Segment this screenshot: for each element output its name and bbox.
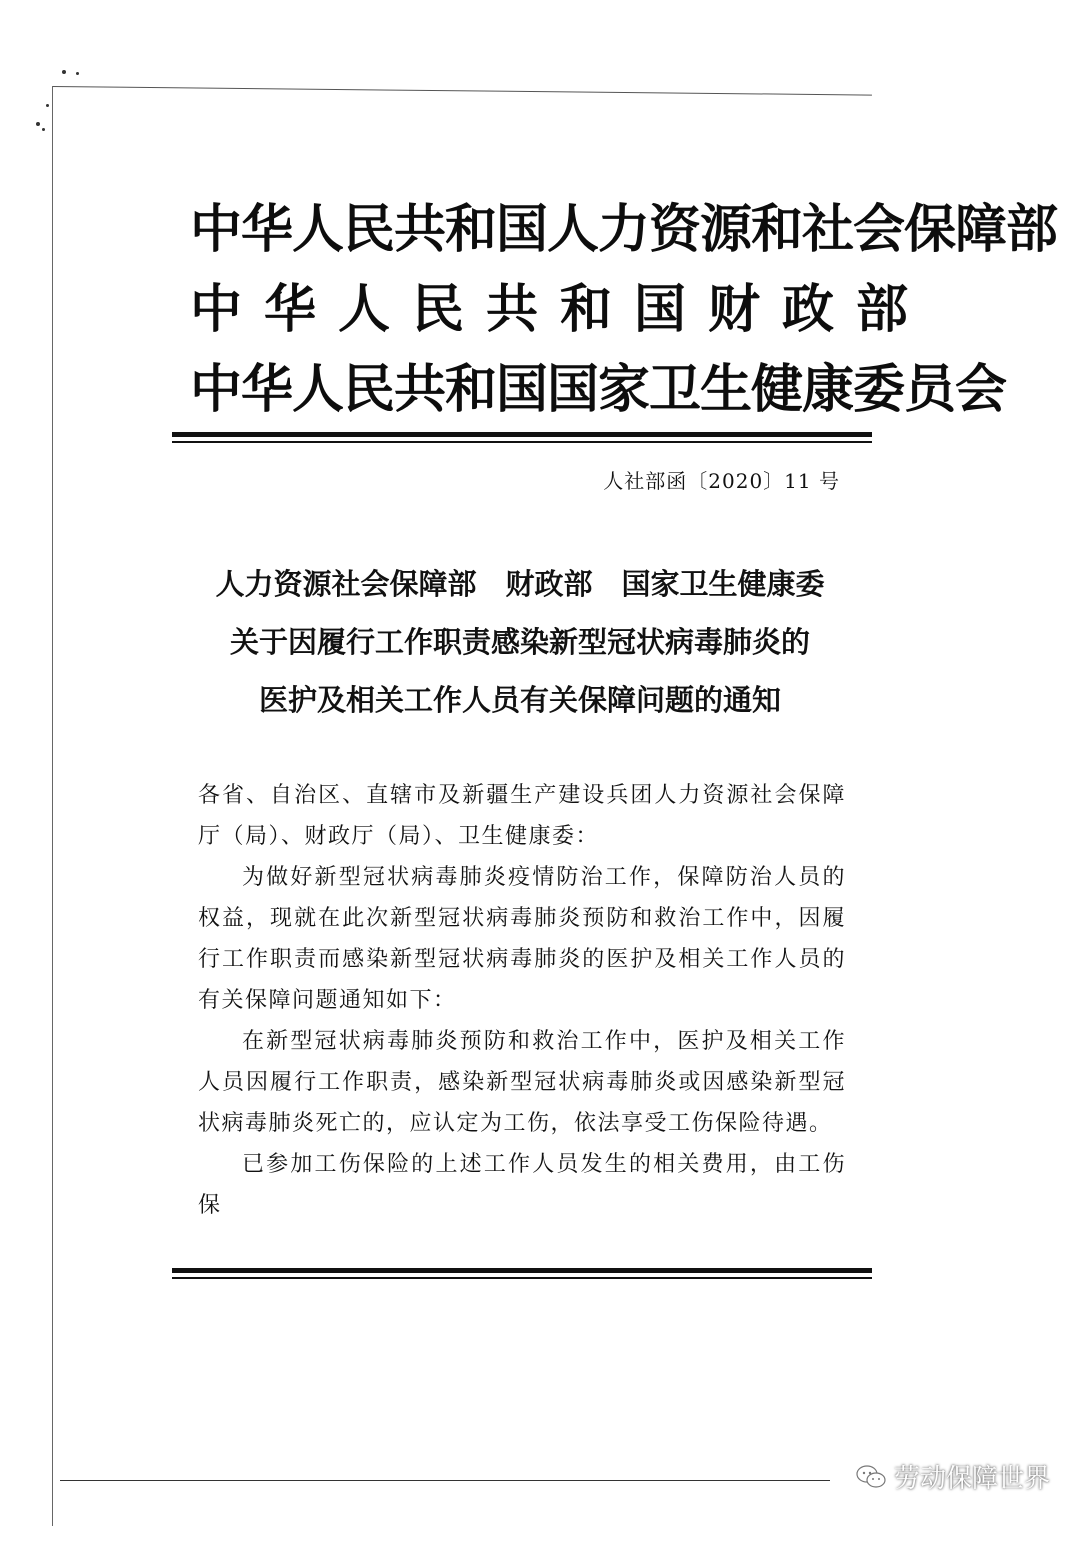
body-paragraph: 为做好新型冠状病毒肺炎疫情防治工作，保障防治人员的权益，现就在此次新型冠状病毒肺炎预防和救治工作中，因履行工作职责而感染新型冠状病毒肺炎的医护及相关工作人员的有关保障问题通知如下：	[198, 865, 846, 1013]
body-paragraph: 在新型冠状病毒肺炎预防和救治工作中，医护及相关工作人员因履行工作职责，感染新型冠状病毒肺炎或因感染新型冠状病毒肺炎死亡的，应认定为工伤，依法享受工伤保险待遇。	[198, 1029, 846, 1136]
scan-border-top	[52, 86, 872, 96]
wechat-icon	[856, 1464, 886, 1490]
scan-speck	[62, 70, 66, 74]
scan-speck	[76, 72, 79, 75]
scan-speck	[36, 122, 40, 126]
watermark-text: 劳动保障世界	[893, 1464, 1050, 1494]
title-line: 关于因履行工作职责感染新型冠状病毒肺炎的	[229, 625, 810, 659]
scan-border-left	[52, 86, 53, 1526]
document-title	[120, 555, 920, 729]
title-line: 医护及相关工作人员有关保障问题的通知	[258, 683, 781, 717]
document-number: 人社部函〔2020〕11 号	[603, 469, 840, 493]
body-paragraph: 已参加工伤保险的上述工作人员发生的相关费用，由工伤保	[198, 1152, 846, 1218]
issuing-org-finance: 中华人民共和国财政部	[190, 280, 931, 340]
scan-speck	[42, 128, 45, 131]
document-body	[198, 775, 846, 1226]
title-line: 人力资源社会保障部 财政部 国家卫生健康委	[215, 567, 825, 601]
salutation: 各省、自治区、直辖市及新疆生产建设兵团人力资源社会保障厅（局）、财政厅（局）、卫生健康委：	[198, 783, 846, 849]
scan-speck	[46, 104, 49, 107]
bottom-page-edge	[60, 1480, 830, 1481]
letterhead	[190, 190, 1058, 430]
letterhead-divider	[172, 432, 872, 443]
footer-divider	[172, 1268, 872, 1279]
source-watermark	[856, 1458, 1050, 1495]
issuing-org-health: 中华人民共和国国家卫生健康委员会	[190, 360, 1007, 420]
issuing-org-hrss: 中华人民共和国人力资源和社会保障部	[190, 200, 1058, 260]
